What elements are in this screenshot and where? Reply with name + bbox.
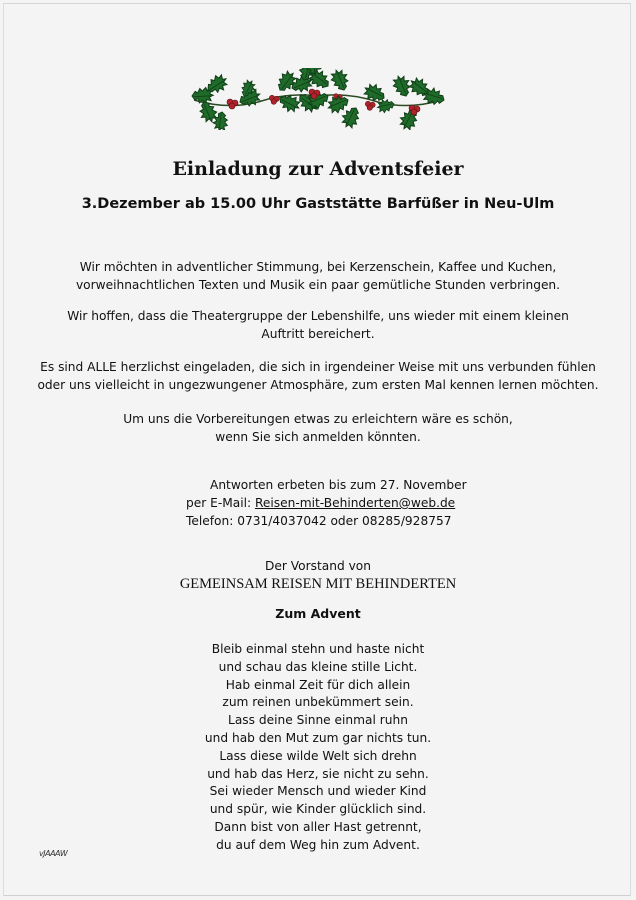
paragraph-line: oder uns vielleicht in ungezwungener Atmosphäre, zum ersten Mal kennen lernen möchten. [37, 378, 599, 392]
poem-line: Lass diese wilde Welt sich drehn [219, 748, 417, 763]
signature-block [0, 557, 636, 593]
invitation-title: Einladung zur Adventsfeier [172, 158, 464, 180]
poem-line: Lass deine Sinne einmal ruhn [228, 713, 408, 728]
poem-title: Zum Advent [275, 606, 361, 621]
paragraph-line: wenn Sie sich anmelden könnten. [215, 430, 421, 444]
holly-garland-icon [188, 68, 448, 130]
poem-line: Bleib einmal stehn und haste nicht [211, 642, 425, 656]
paragraph-registration [0, 410, 636, 446]
paragraph-theater [0, 307, 636, 343]
contact-block [186, 476, 467, 530]
paragraph-invitation [0, 358, 636, 394]
email-label: per E-Mail: [186, 496, 255, 510]
paragraph-line: Auftritt bereichert. [261, 327, 375, 341]
phone-line: Telefon: 0731/4037042 oder 08285/928757 [186, 514, 452, 528]
poem-line: Sei wieder Mensch und wieder Kind [209, 784, 427, 799]
poem-line: und hab den Mut zum gar nichts tun. [204, 730, 432, 745]
poem-line: zum reinen unbekümmert sein. [222, 695, 414, 710]
organization-name: GEMEINSAM REISEN MIT BEHINDERTEN [179, 576, 457, 592]
paragraph-line: vorweihnachtlichen Texten und Musik ein paar gemütliche Stunden verbringen. [75, 278, 561, 292]
corner-mark: vJAAAW [39, 849, 68, 858]
rsvp-deadline: Antworten erbeten bis zum 27. November [210, 478, 467, 492]
poem-line: du auf dem Weg hin zum Advent. [216, 837, 420, 852]
email-link[interactable]: Reisen-mit-Behinderten@web.de [254, 496, 456, 510]
poem-line: Dann bist von aller Hast getrennt, [214, 819, 422, 834]
paragraph-line: Um uns die Vorbereitungen etwas zu erleichtern wäre es schön, [123, 412, 513, 426]
event-details: 3.Dezember ab 15.00 Uhr Gaststätte Barfüßer in Neu-Ulm [81, 196, 555, 212]
paragraph-line: Wir möchten in adventlicher Stimmung, bei Kerzenschein, Kaffee und Kuchen, [79, 260, 557, 274]
poem-line: und hab das Herz, sie nicht zu sehn. [207, 766, 429, 781]
poem [0, 641, 636, 855]
email-line [186, 494, 467, 512]
signature-intro: Der Vorstand von [265, 559, 371, 573]
paragraph-line: Wir hoffen, dass die Theatergruppe der Lebenshilfe, uns wieder mit einem kleinen [67, 309, 569, 323]
paragraph-atmosphere [0, 258, 636, 294]
poem-line: und schau das kleine stille Licht. [218, 659, 418, 674]
poem-line: Hab einmal Zeit für dich allein [225, 677, 411, 692]
poem-line: und spür, wie Kinder glücklich sind. [209, 802, 427, 817]
paragraph-line: Es sind ALLE herzlichst eingeladen, die sich in irgendeiner Weise mit uns verbunden fühlen [40, 360, 596, 374]
